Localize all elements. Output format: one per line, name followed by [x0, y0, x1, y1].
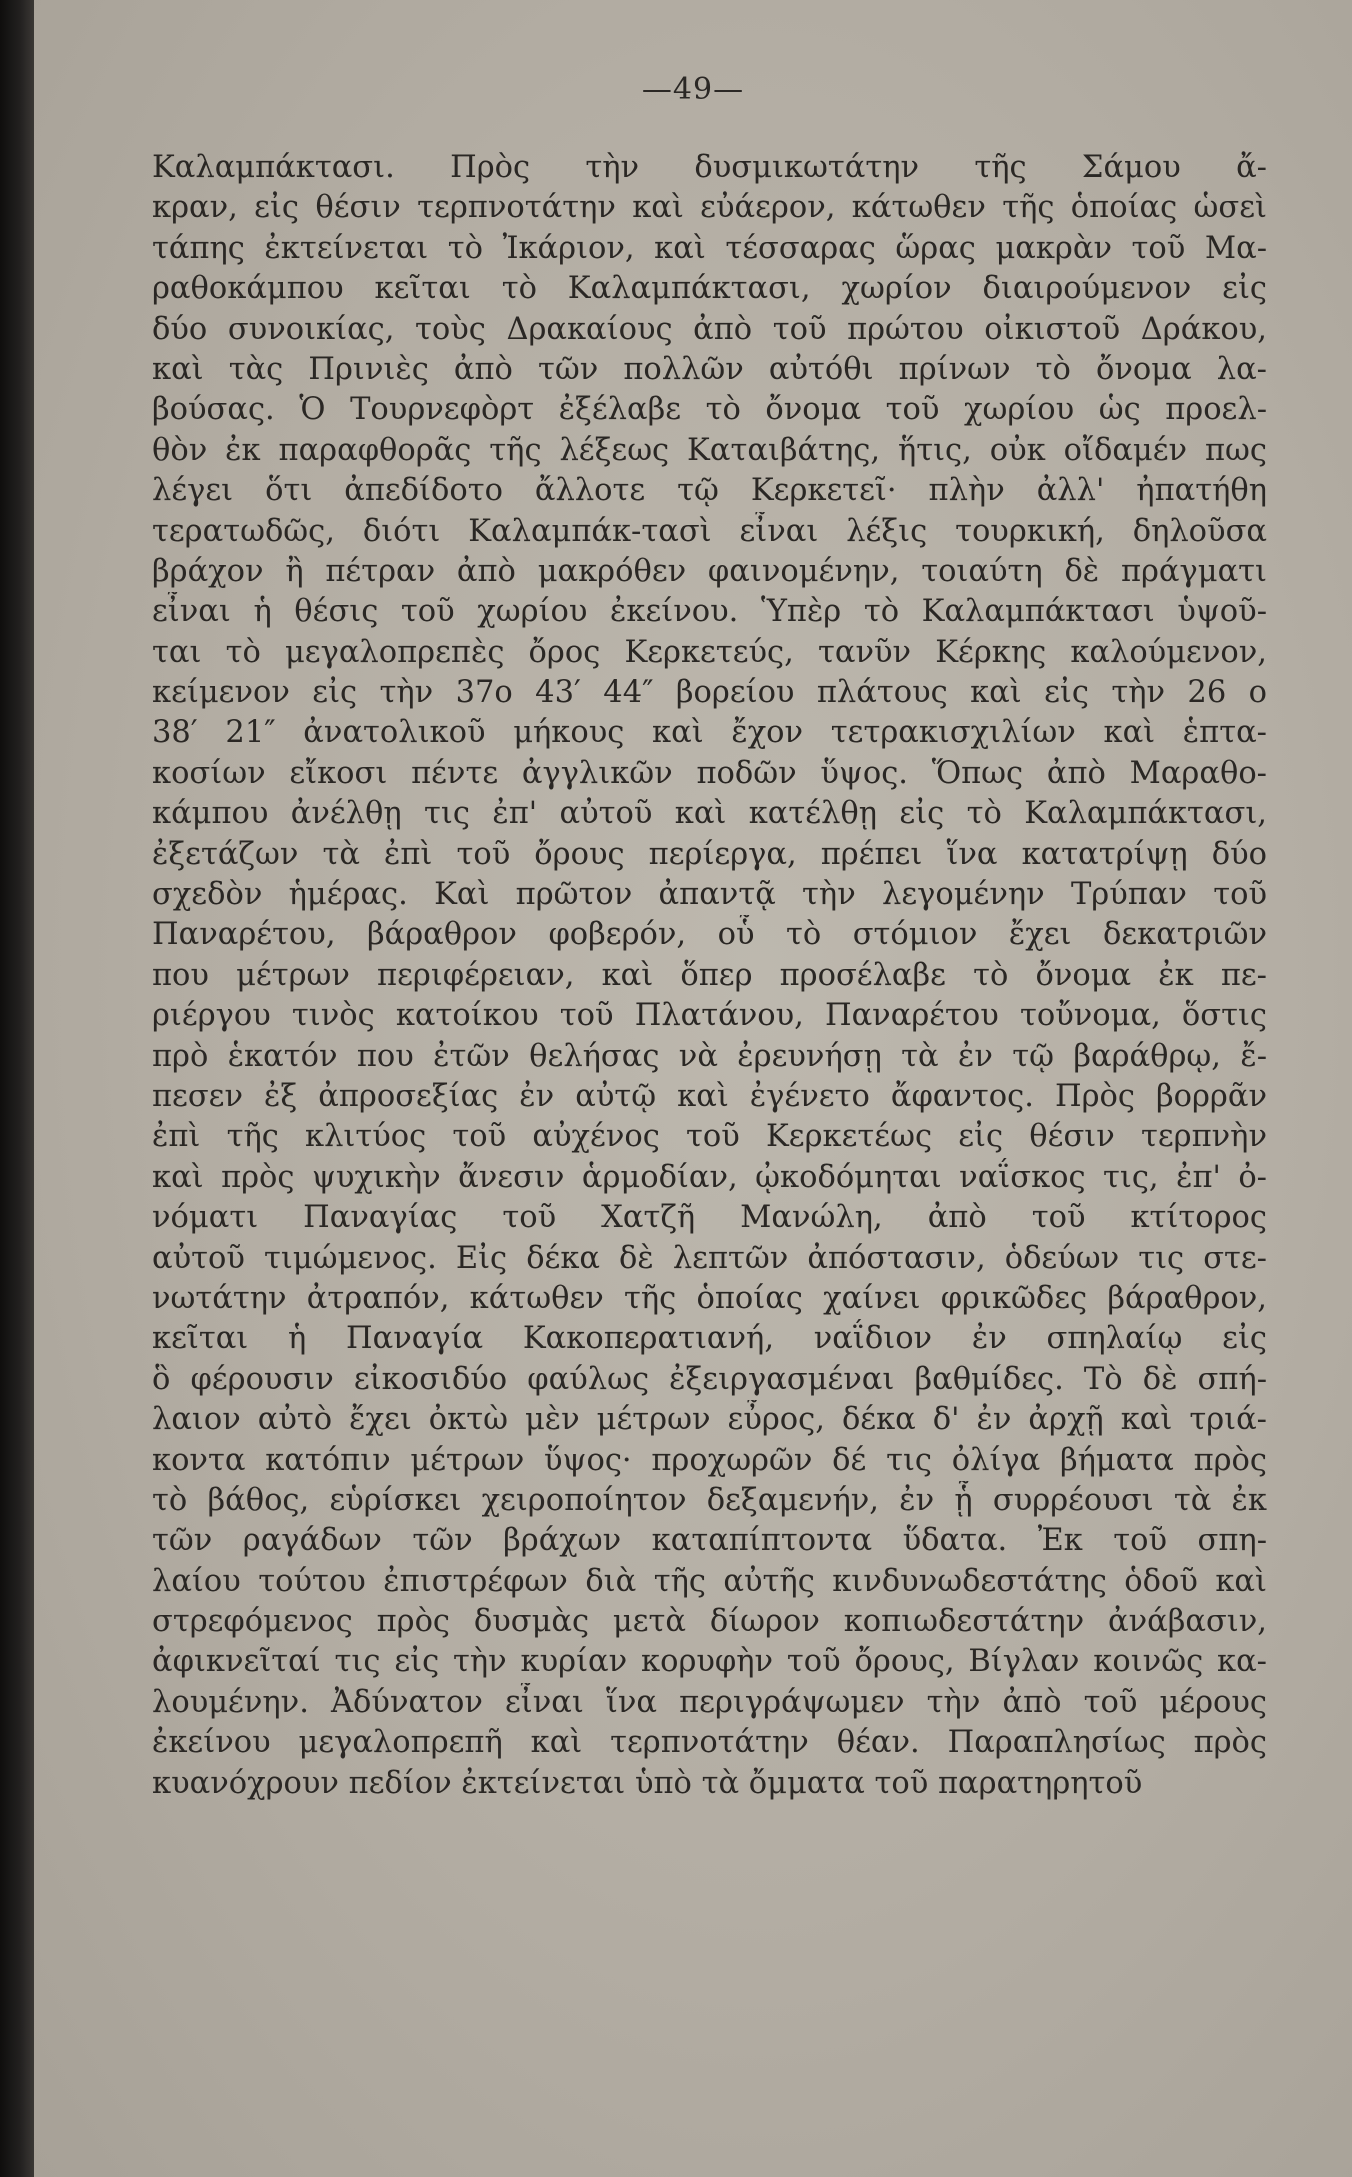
- book-page: [34, 0, 1352, 2177]
- text-line: Καλαμπάκτασι. Πρὸς τὴν δυσμικωτάτην τῆς Σάμου ἄ-: [152, 150, 1267, 185]
- text-line: καὶ τὰς Πρινιὲς ἀπὸ τῶν πολλῶν αὐτόθι πρίνων τὸ ὄνομα λα-: [152, 351, 1267, 387]
- text-line: καὶ πρὸς ψυχικὴν ἄνεσιν ἁρμοδίαν, ᾠκοδόμηται ναΐσκος τις, ἐπ' ὀ-: [152, 1159, 1267, 1195]
- text-line: στρεφόμενος πρὸς δυσμὰς μετὰ δίωρον κοπιωδεστάτην ἀνάβασιν,: [152, 1604, 1267, 1640]
- text-line: νόματι Παναγίας τοῦ Χατζῆ Μανώλη, ἀπὸ τοῦ κτίτορος: [152, 1200, 1267, 1236]
- text-line: τάπης ἐκτείνεται τὸ Ἰκάριον, καὶ τέσσαρας ὥρας μακρὰν τοῦ Μα-: [152, 230, 1267, 266]
- text-line: πρὸ ἑκατόν που ἐτῶν θελήσας νὰ ἐρευνήσῃ τὰ ἐν τῷ βαράθρῳ, ἔ-: [152, 1038, 1267, 1074]
- text-line: εἶναι ἡ θέσις τοῦ χωρίου ἐκείνου. Ὑπὲρ τὸ Καλαμπάκτασι ὑψοῦ-: [152, 594, 1267, 630]
- text-line: ἐκείνου μεγαλοπρεπῆ καὶ τερπνοτάτην θέαν. Παραπλησίως πρὸς: [152, 1725, 1267, 1761]
- text-line: ται τὸ μεγαλοπρεπὲς ὄρος Κερκετεύς, τανῦν Κέρκης καλούμενον,: [152, 634, 1267, 670]
- text-line: βούσας. Ὁ Τουρνεφὸρτ ἐξέλαβε τὸ ὄνομα τοῦ χωρίου ὡς προελ-: [152, 392, 1267, 428]
- text-line: κραν, εἰς θέσιν τερπνοτάτην καὶ εὐάερον, κάτωθεν τῆς ὁποίας ὡσεὶ: [152, 190, 1267, 226]
- body-text: [152, 148, 1267, 1804]
- page-number: —49—: [641, 72, 745, 107]
- text-line: ὃ φέρουσιν εἰκοσιδύο φαύλως ἐξειργασμέναι βαθμίδες. Τὸ δὲ σπή-: [152, 1361, 1267, 1397]
- text-line: κυανόχρουν πεδίον ἐκτείνεται ὑπὸ τὰ ὄμματα τοῦ παρατηρητοῦ: [152, 1765, 1143, 1801]
- text-line: ριέργου τινὸς κατοίκου τοῦ Πλατάνου, Παναρέτου τοὔνομα, ὅστις: [152, 998, 1267, 1034]
- text-line: κεῖται ἡ Παναγία Κακοπερατιανή, ναΐδιον ἐν σπηλαίῳ εἰς: [152, 1321, 1267, 1357]
- text-line: κείμενον εἰς τὴν 37ο 43′ 44″ βορείου πλάτους καὶ εἰς τὴν 26 ο: [152, 675, 1267, 711]
- text-line: ἀφικνεῖταί τις εἰς τὴν κυρίαν κορυφὴν τοῦ ὄρους, Βίγλαν κοινῶς κα-: [152, 1644, 1267, 1680]
- text-line: που μέτρων περιφέρειαν, καὶ ὅπερ προσέλαβε τὸ ὄνομα ἐκ πε-: [152, 957, 1267, 993]
- text-line: τὸ βάθος, εὑρίσκει χειροποίητον δεξαμενήν, ἐν ᾗ συρρέουσι τὰ ἐκ: [152, 1482, 1267, 1518]
- text-line: 38′ 21″ ἀνατολικοῦ μήκους καὶ ἔχον τετρακισχιλίων καὶ ἑπτα-: [152, 715, 1267, 751]
- text-line: δύο συνοικίας, τοὺς Δρακαίους ἀπὸ τοῦ πρώτου οἰκιστοῦ Δράκου,: [152, 311, 1267, 347]
- text-line: τερατωδῶς, διότι Καλαμπάκ-τασὶ εἶναι λέξις τουρκική, δηλοῦσα: [152, 513, 1267, 549]
- text-line: πεσεν ἐξ ἀπροσεξίας ἐν αὐτῷ καὶ ἐγένετο ἄφαντος. Πρὸς βορρᾶν: [152, 1078, 1267, 1114]
- text-line: λαίου τούτου ἐπιστρέφων διὰ τῆς αὐτῆς κινδυνωδεστάτης ὁδοῦ καὶ: [152, 1563, 1267, 1599]
- text-line: κάμπου ἀνέλθῃ τις ἐπ' αὐτοῦ καὶ κατέλθῃ εἰς τὸ Καλαμπάκτασι,: [152, 796, 1267, 832]
- text-line: αὐτοῦ τιμώμενος. Εἰς δέκα δὲ λεπτῶν ἀπόστασιν, ὁδεύων τις στε-: [152, 1240, 1267, 1276]
- scan-binding-edge: [0, 0, 34, 2177]
- text-line: ἐξετάζων τὰ ἐπὶ τοῦ ὄρους περίεργα, πρέπει ἵνα κατατρίψῃ δύο: [152, 836, 1267, 872]
- text-line: ραθοκάμπου κεῖται τὸ Καλαμπάκτασι, χωρίον διαιρούμενον εἰς: [152, 271, 1267, 307]
- text-line: Παναρέτου, βάραθρον φοβερόν, οὗ τὸ στόμιον ἔχει δεκατριῶν: [152, 917, 1267, 953]
- text-line: κοσίων εἴκοσι πέντε ἀγγλικῶν ποδῶν ὕψος. Ὅπως ἀπὸ Μαραθο-: [152, 755, 1267, 791]
- text-line: τῶν ραγάδων τῶν βράχων καταπίπτοντα ὕδατα. Ἐκ τοῦ σπη-: [152, 1523, 1267, 1559]
- text-line: βράχον ἢ πέτραν ἀπὸ μακρόθεν φαινομένην, τοιαύτη δὲ πράγματι: [152, 553, 1267, 589]
- text-line: λουμένην. Ἀδύνατον εἶναι ἵνα περιγράψωμεν τὴν ἀπὸ τοῦ μέρους: [152, 1684, 1267, 1720]
- text-line: σχεδὸν ἡμέρας. Καὶ πρῶτον ἀπαντᾷ τὴν λεγομένην Τρύπαν τοῦ: [152, 877, 1267, 913]
- text-line: ἐπὶ τῆς κλιτύος τοῦ αὐχένος τοῦ Κερκετέως εἰς θέσιν τερπνὴν: [152, 1119, 1267, 1155]
- text-line: θὸν ἐκ παραφθορᾶς τῆς λέξεως Καταιβάτης, ἥτις, οὐκ οἴδαμέν πως: [152, 432, 1267, 468]
- text-line: κοντα κατόπιν μέτρων ὕψος· προχωρῶν δέ τις ὀλίγα βήματα πρὸς: [152, 1442, 1267, 1478]
- text-line: λέγει ὅτι ἀπεδίδοτο ἄλλοτε τῷ Κερκετεῖ· πλὴν ἀλλ' ἠπατήθη: [152, 473, 1267, 509]
- text-line: λαιον αὐτὸ ἔχει ὀκτὼ μὲν μέτρων εὖρος, δέκα δ' ἐν ἀρχῇ καὶ τριά-: [152, 1402, 1267, 1438]
- text-line: νωτάτην ἀτραπόν, κάτωθεν τῆς ὁποίας χαίνει φρικῶδες βάραθρον,: [152, 1280, 1267, 1316]
